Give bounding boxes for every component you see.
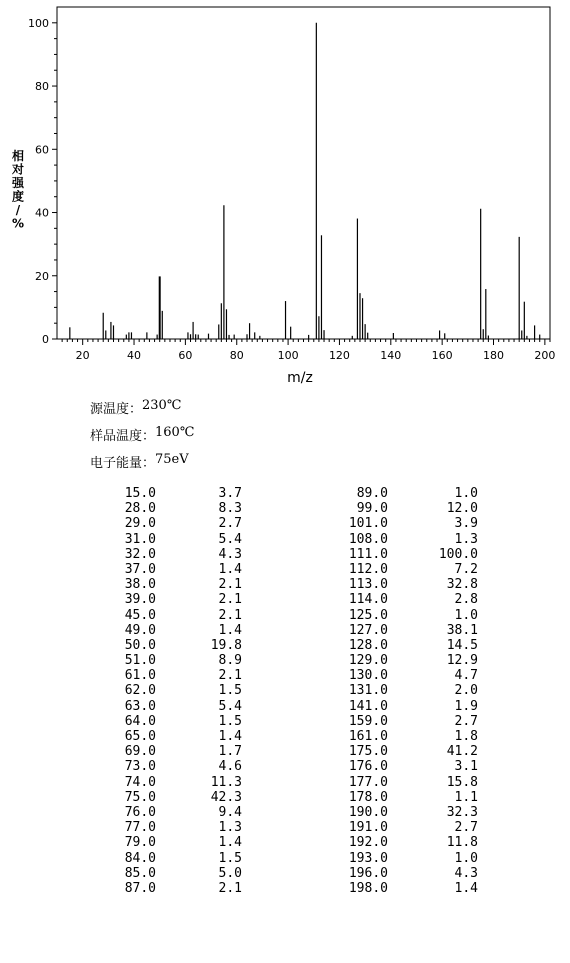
mz-right-cell: 198.0: [348, 880, 388, 896]
x-tick-label: 180: [483, 349, 505, 362]
mz-right-cell: 141.0: [348, 698, 388, 714]
mz-right-cell: 130.0: [348, 668, 388, 684]
source-temperature: [90, 398, 181, 417]
mz-left-cell: 65.0: [124, 729, 156, 744]
mz-right-cell: 178.0: [348, 789, 388, 805]
mz-right-cell: 159.0: [348, 713, 388, 729]
plot-frame: [57, 7, 550, 339]
intensity-right-cell: 12.9: [446, 653, 478, 669]
table-row: [0, 638, 570, 653]
table-row: [0, 714, 570, 729]
intensity-right-cell: 2.0: [454, 683, 478, 699]
intensity-right-cell: 1.8: [454, 729, 478, 744]
intensity-left-cell: 4.3: [218, 546, 242, 562]
mz-left-cell: 61.0: [124, 668, 156, 684]
intensity-right-cell: 15.8: [446, 774, 478, 790]
mz-left-cell: 77.0: [124, 820, 156, 836]
y-axis-label-char: 对: [11, 162, 25, 177]
x-tick-label: 40: [127, 349, 142, 362]
intensity-right-cell: 1.0: [454, 850, 478, 866]
intensity-left-cell: 1.5: [218, 683, 242, 699]
mz-left-cell: 62.0: [124, 683, 156, 699]
mz-right-cell: 196.0: [348, 865, 388, 881]
table-row: [0, 486, 570, 501]
table-row: [0, 592, 570, 607]
intensity-left-cell: 1.5: [218, 850, 242, 866]
intensity-left-cell: 3.7: [218, 486, 242, 501]
table-row: [0, 820, 570, 835]
mz-left-cell: 38.0: [124, 577, 156, 593]
mz-right-cell: 129.0: [348, 653, 388, 669]
x-tick-label: 160: [431, 349, 453, 362]
mz-right-cell: 112.0: [348, 561, 388, 577]
mz-right-cell: 111.0: [348, 546, 388, 562]
mz-left-cell: 74.0: [124, 774, 156, 790]
table-row: [0, 759, 570, 774]
chart-axes: [28, 7, 555, 362]
y-axis-label-char: /: [15, 203, 21, 217]
intensity-right-cell: 2.7: [454, 713, 478, 729]
table-row: [0, 805, 570, 820]
source-temperature-label: 源温度：: [90, 402, 143, 417]
intensity-right-cell: 3.9: [454, 516, 478, 532]
mz-left-cell: 75.0: [124, 789, 156, 805]
table-row: [0, 608, 570, 623]
intensity-left-cell: 42.3: [210, 789, 242, 805]
mz-left-cell: 85.0: [124, 865, 156, 881]
x-tick-label: 200: [534, 349, 556, 362]
table-row: [0, 744, 570, 759]
table-row: [0, 866, 570, 881]
intensity-left-cell: 2.1: [218, 607, 242, 623]
y-tick-label: 80: [35, 80, 49, 94]
intensity-left-cell: 2.7: [218, 516, 242, 532]
mz-right-cell: 108.0: [348, 531, 388, 547]
electron-energy: [90, 452, 189, 471]
intensity-left-cell: 1.4: [218, 622, 242, 638]
intensity-right-cell: 1.4: [454, 880, 478, 896]
mz-left-cell: 64.0: [124, 713, 156, 729]
mz-right-cell: 89.0: [356, 486, 388, 501]
table-row: [0, 501, 570, 516]
x-tick-label: 20: [75, 349, 90, 362]
y-axis-label-char: 强: [11, 176, 25, 190]
mz-left-cell: 69.0: [124, 744, 156, 760]
intensity-right-cell: 1.0: [454, 486, 478, 501]
chart-bars: [70, 23, 540, 339]
mz-right-cell: 131.0: [348, 683, 388, 699]
mz-left-cell: 76.0: [124, 804, 156, 820]
mz-left-cell: 37.0: [124, 561, 156, 577]
mz-right-cell: 191.0: [348, 820, 388, 836]
x-axis-label: m/z: [287, 370, 313, 386]
y-tick-label: 100: [28, 16, 49, 30]
x-tick-label: 100: [277, 349, 299, 362]
mz-right-cell: 125.0: [348, 607, 388, 623]
mz-left-cell: 31.0: [124, 531, 156, 547]
mz-left-cell: 79.0: [124, 835, 156, 851]
mz-left-cell: 50.0: [124, 637, 156, 653]
y-tick-label: 40: [35, 206, 49, 220]
y-tick-label: 20: [35, 269, 49, 283]
mz-left-cell: 51.0: [124, 653, 156, 669]
intensity-right-cell: 1.9: [454, 698, 478, 714]
table-row: [0, 699, 570, 714]
table-row: [0, 775, 570, 790]
table-row: [0, 790, 570, 805]
mass-spectrum-chart: [0, 0, 570, 395]
table-row: [0, 516, 570, 531]
intensity-left-cell: 1.7: [218, 744, 242, 760]
y-axis-label: [11, 148, 25, 231]
intensity-right-cell: 4.3: [454, 865, 478, 881]
x-tick-label: 140: [380, 349, 402, 362]
intensity-right-cell: 38.1: [446, 622, 478, 638]
intensity-left-cell: 2.1: [218, 592, 242, 608]
table-row: [0, 577, 570, 592]
mz-left-cell: 28.0: [124, 501, 156, 517]
intensity-right-cell: 4.7: [454, 668, 478, 684]
peak-table: [0, 486, 570, 896]
intensity-right-cell: 11.8: [446, 835, 478, 851]
mz-left-cell: 32.0: [124, 546, 156, 562]
intensity-right-cell: 7.2: [454, 561, 478, 577]
intensity-left-cell: 1.4: [218, 561, 242, 577]
y-tick-label: 0: [42, 333, 49, 346]
intensity-left-cell: 2.1: [218, 668, 242, 684]
mz-left-cell: 73.0: [124, 759, 156, 775]
intensity-left-cell: 5.0: [218, 865, 242, 881]
table-row: [0, 668, 570, 683]
table-row: [0, 835, 570, 850]
sample-temperature: [90, 425, 194, 444]
intensity-left-cell: 2.1: [218, 880, 242, 896]
table-row: [0, 547, 570, 562]
mz-right-cell: 101.0: [348, 516, 388, 532]
mz-right-cell: 114.0: [348, 592, 388, 608]
y-axis-label-char: 相: [11, 149, 25, 163]
mz-left-cell: 49.0: [124, 622, 156, 638]
table-row: [0, 729, 570, 744]
mz-right-cell: 177.0: [348, 774, 388, 790]
intensity-right-cell: 2.8: [454, 592, 478, 608]
intensity-right-cell: 1.3: [454, 531, 478, 547]
intensity-left-cell: 1.4: [218, 835, 242, 851]
sample-temperature-value: 160℃: [155, 425, 195, 440]
table-row: [0, 532, 570, 547]
mz-right-cell: 192.0: [348, 835, 388, 851]
y-tick-label: 60: [35, 143, 49, 157]
mz-right-cell: 161.0: [348, 729, 388, 744]
mz-left-cell: 39.0: [124, 592, 156, 608]
x-tick-label: 80: [229, 349, 244, 362]
mz-right-cell: 175.0: [348, 744, 388, 760]
electron-energy-value: 75eV: [155, 452, 189, 467]
mz-left-cell: 63.0: [124, 698, 156, 714]
intensity-left-cell: 1.4: [218, 729, 242, 744]
intensity-right-cell: 2.7: [454, 820, 478, 836]
intensity-right-cell: 32.3: [446, 804, 478, 820]
intensity-right-cell: 41.2: [446, 744, 478, 760]
sample-temperature-label: 样品温度：: [90, 429, 156, 444]
intensity-left-cell: 4.6: [218, 759, 242, 775]
intensity-left-cell: 1.5: [218, 713, 242, 729]
intensity-left-cell: 5.4: [218, 698, 242, 714]
x-tick-label: 120: [328, 349, 350, 362]
intensity-left-cell: 9.4: [218, 804, 242, 820]
intensity-right-cell: 100.0: [438, 546, 478, 562]
table-row: [0, 683, 570, 698]
mz-right-cell: 176.0: [348, 759, 388, 775]
intensity-left-cell: 8.3: [218, 501, 242, 517]
intensity-left-cell: 11.3: [210, 774, 242, 790]
mz-right-cell: 190.0: [348, 804, 388, 820]
electron-energy-label: 电子能量：: [90, 456, 156, 471]
mz-left-cell: 29.0: [124, 516, 156, 532]
intensity-right-cell: 3.1: [454, 759, 478, 775]
y-axis-label-char: %: [11, 216, 25, 231]
mz-right-cell: 193.0: [348, 850, 388, 866]
table-row: [0, 562, 570, 577]
mz-right-cell: 127.0: [348, 622, 388, 638]
mz-right-cell: 128.0: [348, 637, 388, 653]
y-axis-label-char: 度: [11, 189, 25, 204]
intensity-right-cell: 32.8: [446, 577, 478, 593]
intensity-left-cell: 8.9: [218, 653, 242, 669]
source-temperature-value: 230℃: [142, 398, 182, 413]
intensity-right-cell: 1.0: [454, 607, 478, 623]
intensity-left-cell: 19.8: [210, 637, 242, 653]
x-tick-label: 60: [178, 349, 193, 362]
mz-left-cell: 15.0: [124, 486, 156, 501]
intensity-right-cell: 14.5: [446, 637, 478, 653]
intensity-left-cell: 1.3: [218, 820, 242, 836]
mz-left-cell: 45.0: [124, 607, 156, 623]
table-row: [0, 623, 570, 638]
intensity-left-cell: 2.1: [218, 577, 242, 593]
table-row: [0, 653, 570, 668]
intensity-right-cell: 1.1: [454, 789, 478, 805]
mz-right-cell: 99.0: [356, 501, 388, 517]
table-row: [0, 851, 570, 866]
intensity-right-cell: 12.0: [446, 501, 478, 517]
intensity-left-cell: 5.4: [218, 531, 242, 547]
mz-left-cell: 84.0: [124, 850, 156, 866]
table-row: [0, 881, 570, 896]
mz-left-cell: 87.0: [124, 880, 156, 896]
mz-right-cell: 113.0: [348, 577, 388, 593]
